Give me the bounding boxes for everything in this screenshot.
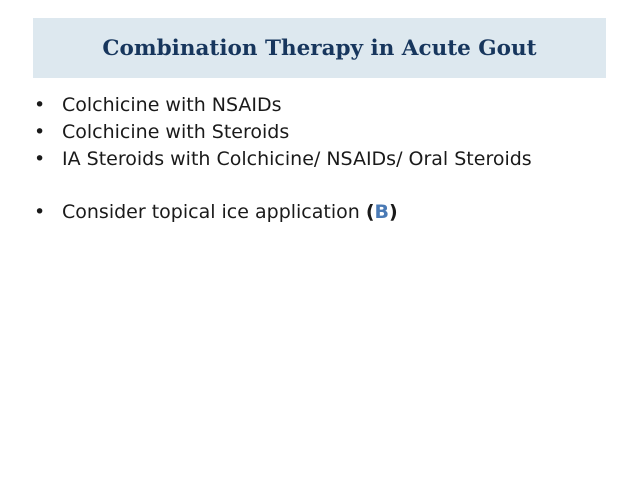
bullet-item [34, 146, 594, 173]
bullet-list [34, 92, 594, 226]
grade-open-paren: ( [365, 201, 375, 223]
bullet-item [34, 199, 594, 226]
bullet-text: Consider topical ice application [62, 201, 366, 223]
bullet-marker: • [34, 94, 46, 116]
bullet-marker: • [34, 121, 46, 143]
evidence-grade-letter: B [374, 201, 390, 223]
grade-close-paren: ) [389, 201, 398, 223]
bullet-text: Colchicine with NSAIDs [62, 94, 282, 116]
bullet-marker: • [34, 201, 46, 223]
bullet-item [34, 119, 594, 146]
bullet-text: IA Steroids with Colchicine/ NSAIDs/ Oral Steroids [62, 148, 532, 170]
title-bar [33, 18, 606, 78]
slide-title: Combination Therapy in Acute Gout [102, 35, 537, 61]
bullet-item [34, 92, 594, 119]
bullet-marker: • [34, 148, 46, 170]
bullet-text: Colchicine with Steroids [62, 121, 290, 143]
